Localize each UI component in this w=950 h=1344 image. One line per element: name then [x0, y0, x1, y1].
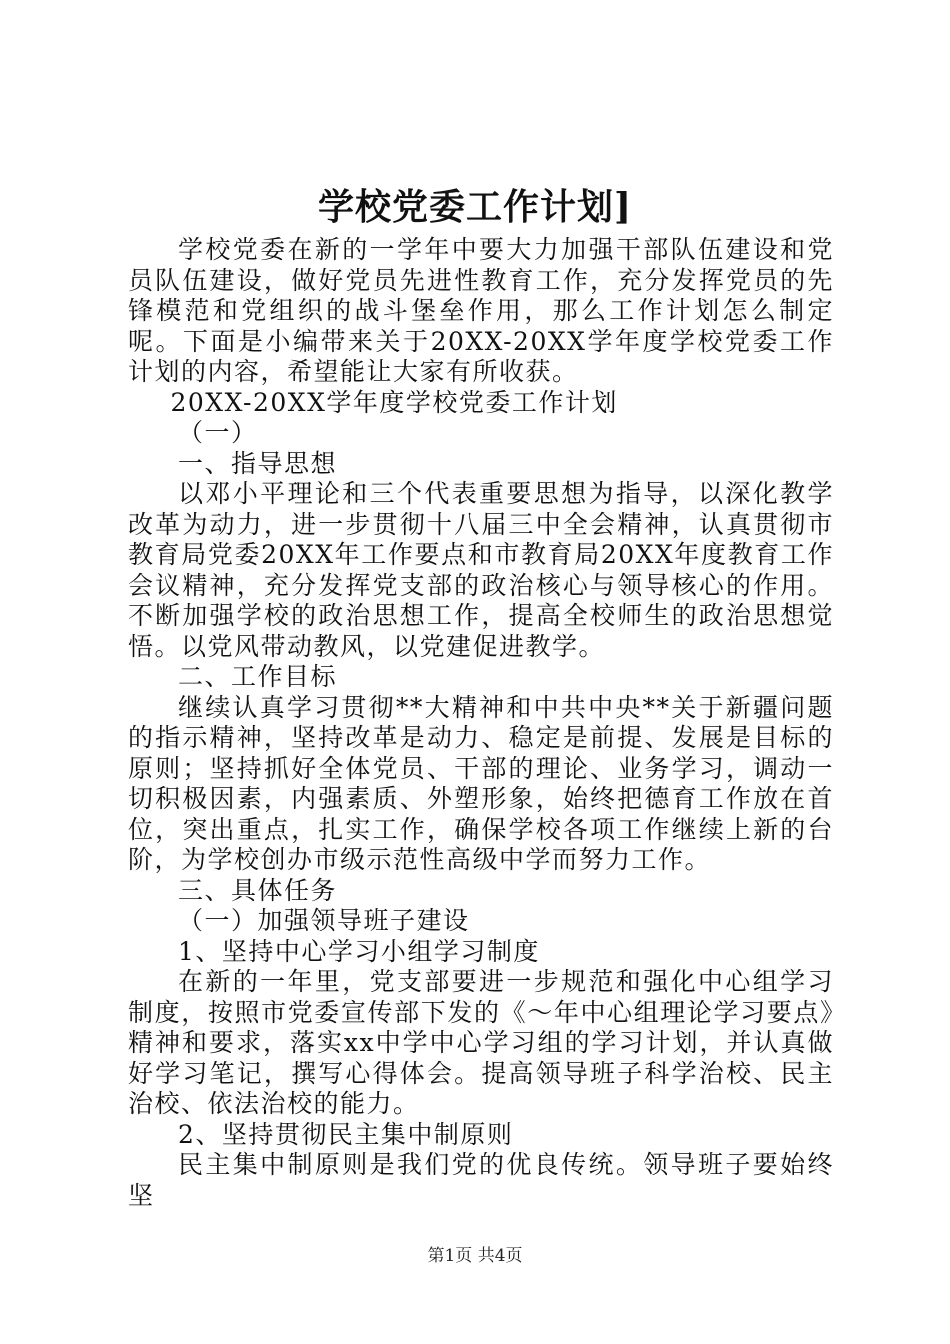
section-heading-work-goals: 二、工作目标 [178, 662, 338, 691]
paragraph-intro: 学校党委在新的一学年中要大力加强干部队伍建设和党员队伍建设，做好党员先进性教育工作，充分发挥党员的先锋模范和党组织的战斗堡垒作用，那么工作计划怎么制定呢。下面是小编带来关于20XX-20XX学年度学校党委工作计划的内容，希望能让大家有所收获。 [128, 235, 834, 386]
subsection-heading-leadership: （一）加强领导班子建设 [178, 906, 470, 935]
plan-heading: 20XX-20XX学年度学校党委工作计划 [170, 387, 618, 417]
document-title: 学校党委工作计划] [317, 186, 633, 228]
item-heading-democratic-centralism: 2、坚持贯彻民主集中制原则 [178, 1119, 514, 1149]
document-body [128, 235, 834, 1211]
paragraph-work-goals: 继续认真学习贯彻**大精神和中共中央**关于新疆问题的指示精神，坚持改革是动力、稳定是前提、发展是目标的原则；坚持抓好全体党员、干部的理论、业务学习，调动一切积极因素，内强素质、外塑形象，始终把德育工作放在首位，突出重点，扎实工作，确保学校各项工作继续上新的台阶，为学校创办市级示范性高级中学而努力工作。 [128, 692, 834, 874]
section-heading-guiding-ideology: 一、指导思想 [178, 448, 338, 478]
page-number-footer: 第1页 共4页 [427, 1246, 523, 1266]
section-marker: （一） [178, 418, 258, 447]
paragraph-democratic-centralism: 民主集中制原则是我们党的优良传统。领导班子要始终坚 [128, 1150, 834, 1210]
section-heading-specific-tasks: 三、具体任务 [178, 875, 338, 905]
paragraph-study-system: 在新的一年里，党支部要进一步规范和强化中心组学习制度，按照市党委宣传部下发的《～年中心组理论学习要点》精神和要求，落实xx中学中心学习组的学习计划，并认真做好学习笔记，撰写心得体会。提高领导班子科学治校、民主治校、依法治校的能力。 [128, 967, 834, 1118]
paragraph-guiding-ideology: 以邓小平理论和三个代表重要思想为指导，以深化教学改革为动力，进一步贯彻十八届三中全会精神，认真贯彻市教育局党委20XX年工作要点和市教育局20XX年度教育工作会议精神，充分发挥党支部的政治核心与领导核心的作用。不断加强学校的政治思想工作，提高全校师生的政治思想觉悟。以党风带动教风，以党建促进教学。 [128, 479, 834, 661]
item-heading-study-system: 1、坚持中心学习小组学习制度 [178, 936, 540, 966]
